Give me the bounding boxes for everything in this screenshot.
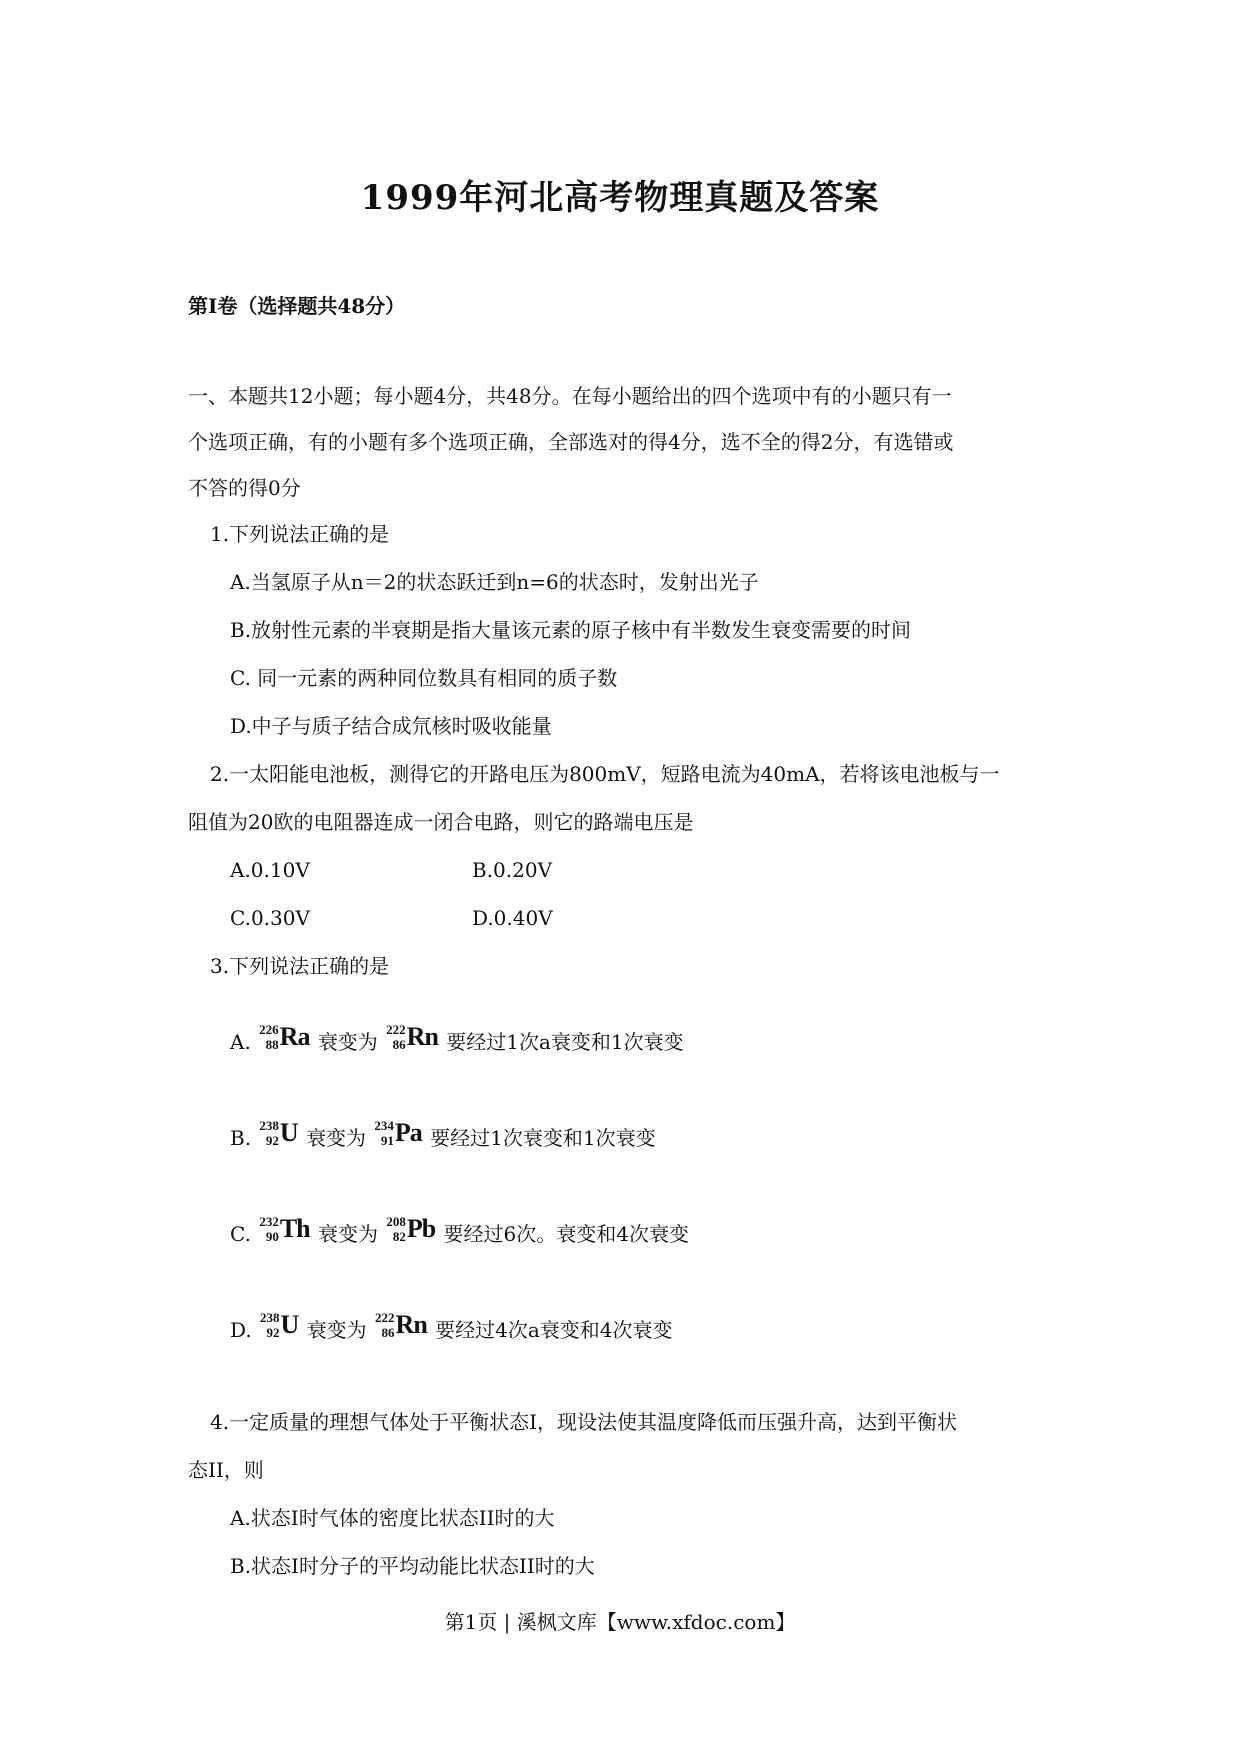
mass-number: 232: [259, 1214, 279, 1229]
nuclide-formula: [259, 1214, 309, 1254]
atomic-number: 90: [265, 1229, 279, 1244]
q2-option-b: B.0.20V: [472, 858, 553, 882]
element-symbol: Rn: [395, 1310, 427, 1339]
option-tail-text: 要经过1次a衰变和1次衰变: [446, 1030, 684, 1054]
atomic-number: 88: [265, 1037, 279, 1052]
nuclide-formula: [375, 1310, 427, 1350]
option-label: D.: [230, 1318, 252, 1342]
nuclide-formula: [374, 1118, 421, 1158]
mass-number: 222: [386, 1022, 406, 1037]
q4-option-a: A.状态I时气体的密度比状态II时的大: [230, 1506, 555, 1530]
element-symbol: Ra: [279, 1022, 310, 1051]
q1-option-c: C. 同一元素的两种同位数具有相同的质子数: [230, 666, 618, 690]
q4-stem-line-1: 4.一定质量的理想气体处于平衡状态I，现设法使其温度降低而压强升高，达到平衡状: [210, 1410, 957, 1434]
q2-option-d: D.0.40V: [472, 906, 553, 930]
element-symbol: Pa: [394, 1118, 422, 1147]
atomic-number: 92: [266, 1325, 280, 1340]
option-label: B.: [230, 1126, 252, 1150]
element-symbol: Pb: [406, 1214, 436, 1243]
atomic-number: 91: [380, 1133, 394, 1148]
option-mid-text: 衰变为: [306, 1318, 367, 1342]
option-tail-text: 要经过4次a衰变和4次衰变: [435, 1318, 673, 1342]
q3-option-a: [230, 1022, 684, 1062]
nuclide-formula: [259, 1022, 309, 1062]
atomic-number: 92: [265, 1133, 279, 1148]
q1-option-a: A.当氢原子从n＝2的状态跃迁到n=6的状态时，发射出光子: [230, 570, 759, 594]
page-footer: 第1页 | 溪枫文库【www.xfdoc.com】: [444, 1610, 796, 1634]
mass-number: 238: [259, 1118, 279, 1133]
q1-stem: 1.下列说法正确的是: [210, 522, 390, 546]
q2-option-a: A.0.10V: [230, 858, 310, 882]
option-label: C.: [230, 1222, 251, 1246]
q2-stem-line-1: 2.一太阳能电池板，测得它的开路电压为800mV，短路电流为40mA，若将该电池板与一: [210, 762, 1000, 786]
mass-number: 226: [259, 1022, 279, 1037]
option-label: A.: [230, 1030, 251, 1054]
atomic-number: 82: [392, 1229, 406, 1244]
option-tail-text: 要经过1次衰变和1次衰变: [430, 1126, 656, 1150]
option-mid-text: 衰变为: [317, 1030, 378, 1054]
q1-option-d: D.中子与质子结合成氘核时吸收能量: [230, 714, 552, 738]
element-symbol: U: [280, 1310, 299, 1339]
nuclide-formula: [386, 1214, 435, 1254]
q3-option-b: [230, 1118, 656, 1158]
mass-number: 238: [260, 1310, 280, 1325]
mass-number: 234: [374, 1118, 394, 1133]
q4-option-b: B.状态I时分子的平均动能比状态II时的大: [230, 1554, 595, 1578]
section-heading: 第I卷（选择题共48分）: [188, 294, 406, 318]
element-symbol: Rn: [406, 1022, 438, 1051]
element-symbol: Th: [279, 1214, 310, 1243]
nuclide-formula: [259, 1118, 297, 1158]
nuclide-formula: [260, 1310, 298, 1350]
intro-line-1: 一、本题共12小题；每小题4分，共48分。在每小题给出的四个选项中有的小题只有一: [188, 384, 952, 408]
option-mid-text: 衰变为: [306, 1126, 367, 1150]
element-symbol: U: [279, 1118, 298, 1147]
mass-number: 222: [375, 1310, 395, 1325]
atomic-number: 86: [392, 1037, 406, 1052]
q3-stem: 3.下列说法正确的是: [210, 954, 390, 978]
atomic-number: 86: [381, 1325, 395, 1340]
intro-line-3: 不答的得0分: [188, 476, 301, 500]
intro-line-2: 个选项正确，有的小题有多个选项正确，全部选对的得4分，选不全的得2分，有选错或: [188, 430, 954, 454]
option-tail-text: 要经过6次。衰变和4次衰变: [443, 1222, 689, 1246]
option-mid-text: 衰变为: [317, 1222, 378, 1246]
q1-option-b: B.放射性元素的半衰期是指大量该元素的原子核中有半数发生衰变需要的时间: [230, 618, 912, 642]
q3-option-c: [230, 1214, 689, 1254]
q3-option-d: [230, 1310, 673, 1350]
nuclide-formula: [386, 1022, 438, 1062]
page-title: 1999年河北高考物理真题及答案: [360, 178, 880, 218]
q2-stem-line-2: 阻值为20欧的电阻器连成一闭合电路，则它的路端电压是: [188, 810, 694, 834]
mass-number: 208: [386, 1214, 406, 1229]
q2-option-c: C.0.30V: [230, 906, 310, 930]
q4-stem-line-2: 态II，则: [188, 1458, 264, 1482]
